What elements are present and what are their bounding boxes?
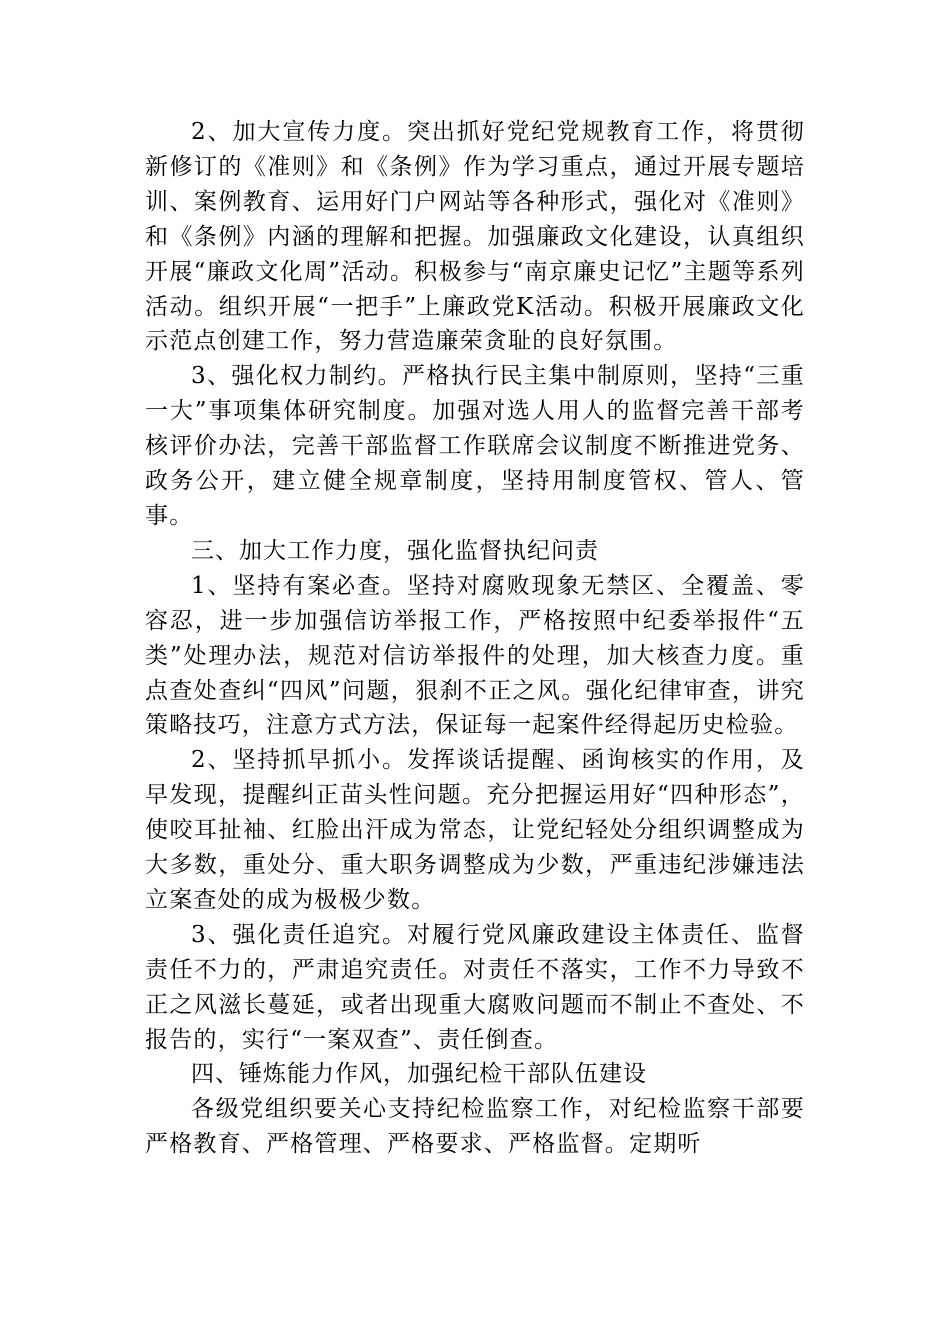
paragraph-case-investigation: 1、坚持有案必查。坚持对腐败现象无禁区、全覆盖、零容忍，进一步加强信访举报工作，严格按照中纪委举报件“五类”处理办法，规范对信访举报件的处理，加大核查力度。重点查处查纠“四风”问题，狠刹不正之风。强化纪律审查，讲究策略技巧，注意方式方法，保证每一起案件经得起历史检验。 [145, 572, 805, 739]
paragraph-early-correction: 2、坚持抓早抓小。发挥谈话提醒、函询核实的作用，及早发现，提醒纠正苗头性问题。充分把握运用好“四种形态”，使咬耳扯袖、红脸出汗成为常态，让党纪轻处分组织调整成为大多数，重处分、重大职务调整成为少数，严重违纪涉嫌违法立案查处的成为极极少数。 [145, 747, 805, 913]
paragraph-power-restraint: 3、强化权力制约。严格执行民主集中制原则，坚持“三重一大”事项集体研究制度。加强对选人用人的监督完善干部考核评价办法，完善干部监督工作联席会议制度不断推进党务、政务公开，建立健全规章制度，坚持用制度管权、管人、管事。 [145, 363, 805, 529]
section-heading-four: 四、锤炼能力作风，加强纪检干部队伍建设 [191, 1061, 647, 1088]
paragraph-publicity: 2、加大宣传力度。突出抓好党纪党规教育工作，将贯彻新修订的《准则》和《条例》作为学习重点，通过开展专题培训、案例教育、运用好门户网站等各种形式，强化对《准则》和《条例》内涵的理解和把握。加强廉政文化建设，认真组织开展“廉政文化周”活动。积极参与“南京廉史记忆”主题等系列活动。组织开展“一把手”上廉政党K活动。积极开展廉政文化示范点创建工作，努力营造廉荣贪耻的良好氛围。 [145, 119, 805, 355]
section-heading-three: 三、加大工作力度，强化监督执纪问责 [191, 537, 599, 564]
paragraph-accountability: 3、强化责任追究。对履行党风廉政建设主体责任、监督责任不力的，严肃追究责任。对责任不落实，工作不力导致不正之风滋长蔓延，或者出现重大腐败问题而不制止不查处、不报告的，实行“一案双查”、责任倒查。 [145, 921, 805, 1053]
document-page [145, 115, 805, 1162]
paragraph-cadre-building: 各级党组织要关心支持纪检监察工作，对纪检监察干部要严格教育、严格管理、严格要求、严格监督。定期听 [145, 1096, 805, 1158]
